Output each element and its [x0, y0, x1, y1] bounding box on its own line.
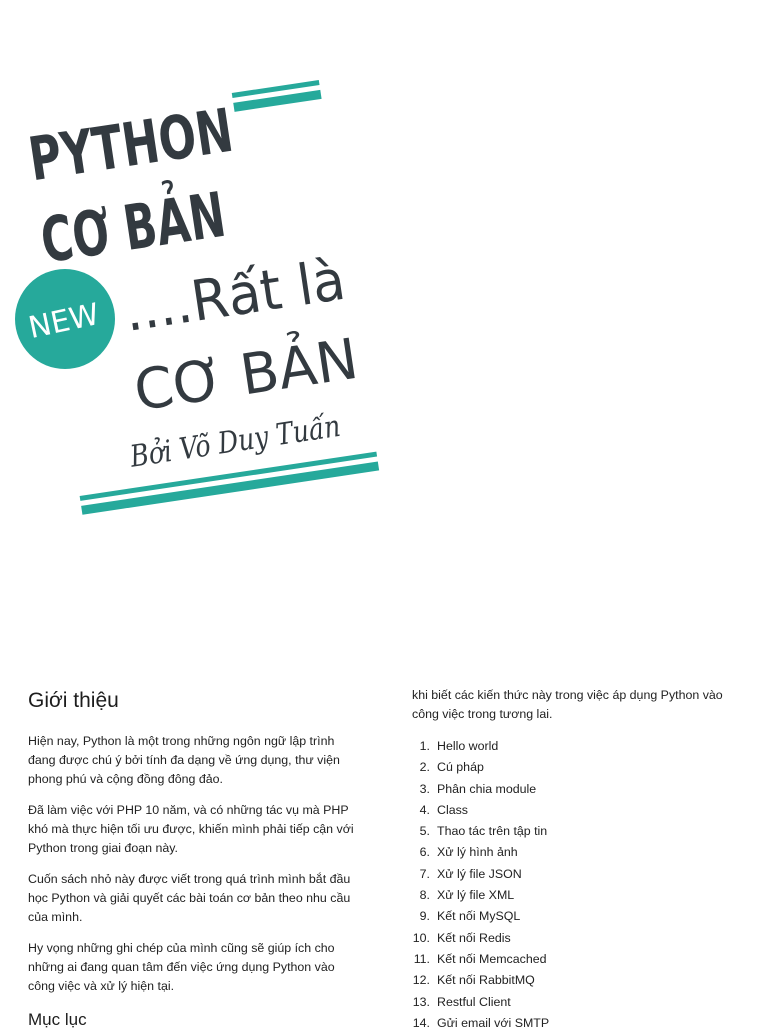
intro-column — [28, 686, 358, 1008]
intro-paragraph-2: Đã làm việc với PHP 10 năm, và có những tác vụ mà PHP khó mà thực hiện tối ưu được, khiến mình phải tiếp cận với Python trong giai đoạn này. — [28, 803, 354, 855]
toc-item-number: 9. — [419, 909, 430, 924]
toc-item-label: Gửi email với SMTP — [437, 1015, 550, 1030]
toc-item-label: Kết nối MySQL — [437, 909, 521, 924]
toc-item-label: Xử lý hình ảnh — [437, 845, 518, 860]
toc-item-number: 6. — [419, 845, 430, 860]
toc-item-label: Kết nối RabbitMQ — [437, 973, 535, 988]
cover-author: Bởi Võ Duy Tuấn — [127, 402, 383, 475]
intro-paragraph-3: Cuốn sách nhỏ này được viết trong quá trình mình bắt đầu học Python và giải quyết các bài toán cơ bản theo nhu cầu của mình. — [28, 872, 351, 924]
toc-item-number: 5. — [419, 824, 430, 839]
cover-title-python: PYTHON — [24, 84, 312, 196]
cover-tagline-co-ban: CƠ BẢN — [130, 326, 364, 425]
toc-continuation-text: khi biết các kiến thức này trong việc áp dụng Python vào công việc trong tương lai. — [412, 688, 723, 721]
toc-item[interactable] — [412, 885, 742, 906]
cover-stripe-bottom-2 — [81, 461, 379, 514]
toc-item[interactable] — [412, 757, 742, 778]
toc-item-number: 1. — [419, 739, 430, 753]
toc-item[interactable] — [412, 842, 742, 863]
new-badge — [15, 269, 115, 369]
toc-item-label: Hello world — [437, 739, 499, 753]
toc-item-label: Thao tác trên tập tin — [437, 824, 548, 839]
toc-item-label: Restful Client — [437, 994, 511, 1009]
toc-item[interactable] — [412, 992, 742, 1013]
intro-paragraph-1: Hiện nay, Python là một trong những ngôn ngữ lập trình đang được chú ý bởi tính đa dạng về ứng dụng, thư viện phong phú và cộng đồng đông đảo. — [28, 734, 340, 786]
new-badge-label: NEW — [25, 297, 103, 347]
toc-item-label: Xử lý file JSON — [437, 866, 522, 881]
toc-item[interactable] — [412, 800, 742, 821]
toc-item-number: 14. — [412, 1015, 430, 1030]
toc-item[interactable] — [412, 736, 742, 757]
toc-item-label: Xử lý file XML — [437, 888, 515, 903]
toc-item[interactable] — [412, 928, 742, 949]
toc-item-number: 7. — [419, 866, 430, 881]
toc-item[interactable] — [412, 779, 742, 800]
cover-title-co-ban: CƠ BẢN — [36, 165, 313, 278]
toc-item-label: Class — [437, 802, 468, 817]
toc-item[interactable] — [412, 1013, 742, 1034]
toc-item-label: Kết nối Redis — [437, 930, 511, 945]
toc-item-number: 2. — [419, 760, 430, 775]
toc-item-number: 13. — [412, 994, 430, 1009]
toc-column — [412, 686, 742, 1034]
intro-heading: Giới thiệu — [28, 689, 119, 712]
toc-item[interactable] — [412, 949, 742, 970]
toc-item-label: Cú pháp — [437, 760, 484, 775]
toc-heading: Mục lục — [28, 1010, 87, 1029]
toc-item-label: Kết nối Memcached — [437, 951, 547, 966]
toc-item-number: 4. — [419, 802, 430, 817]
toc-item-number: 3. — [419, 781, 430, 796]
toc-item[interactable] — [412, 864, 742, 885]
toc-item-number: 10. — [412, 930, 430, 945]
intro-paragraph-4: Hy vọng những ghi chép của mình cũng sẽ giúp ích cho những ai đang quan tâm đến việc ứng dụng Python vào công việc và xử lý hiện tại. — [28, 941, 335, 993]
toc-item[interactable] — [412, 970, 742, 991]
toc-list — [412, 736, 742, 1034]
toc-item-number: 12. — [412, 973, 430, 988]
toc-item[interactable] — [412, 906, 742, 927]
cover-tagline-rat-la: ....Rất là — [120, 245, 362, 345]
toc-item-label: Phân chia module — [437, 781, 537, 796]
toc-item[interactable] — [412, 821, 742, 842]
toc-item-number: 11. — [413, 951, 430, 966]
toc-item-number: 8. — [419, 888, 430, 903]
